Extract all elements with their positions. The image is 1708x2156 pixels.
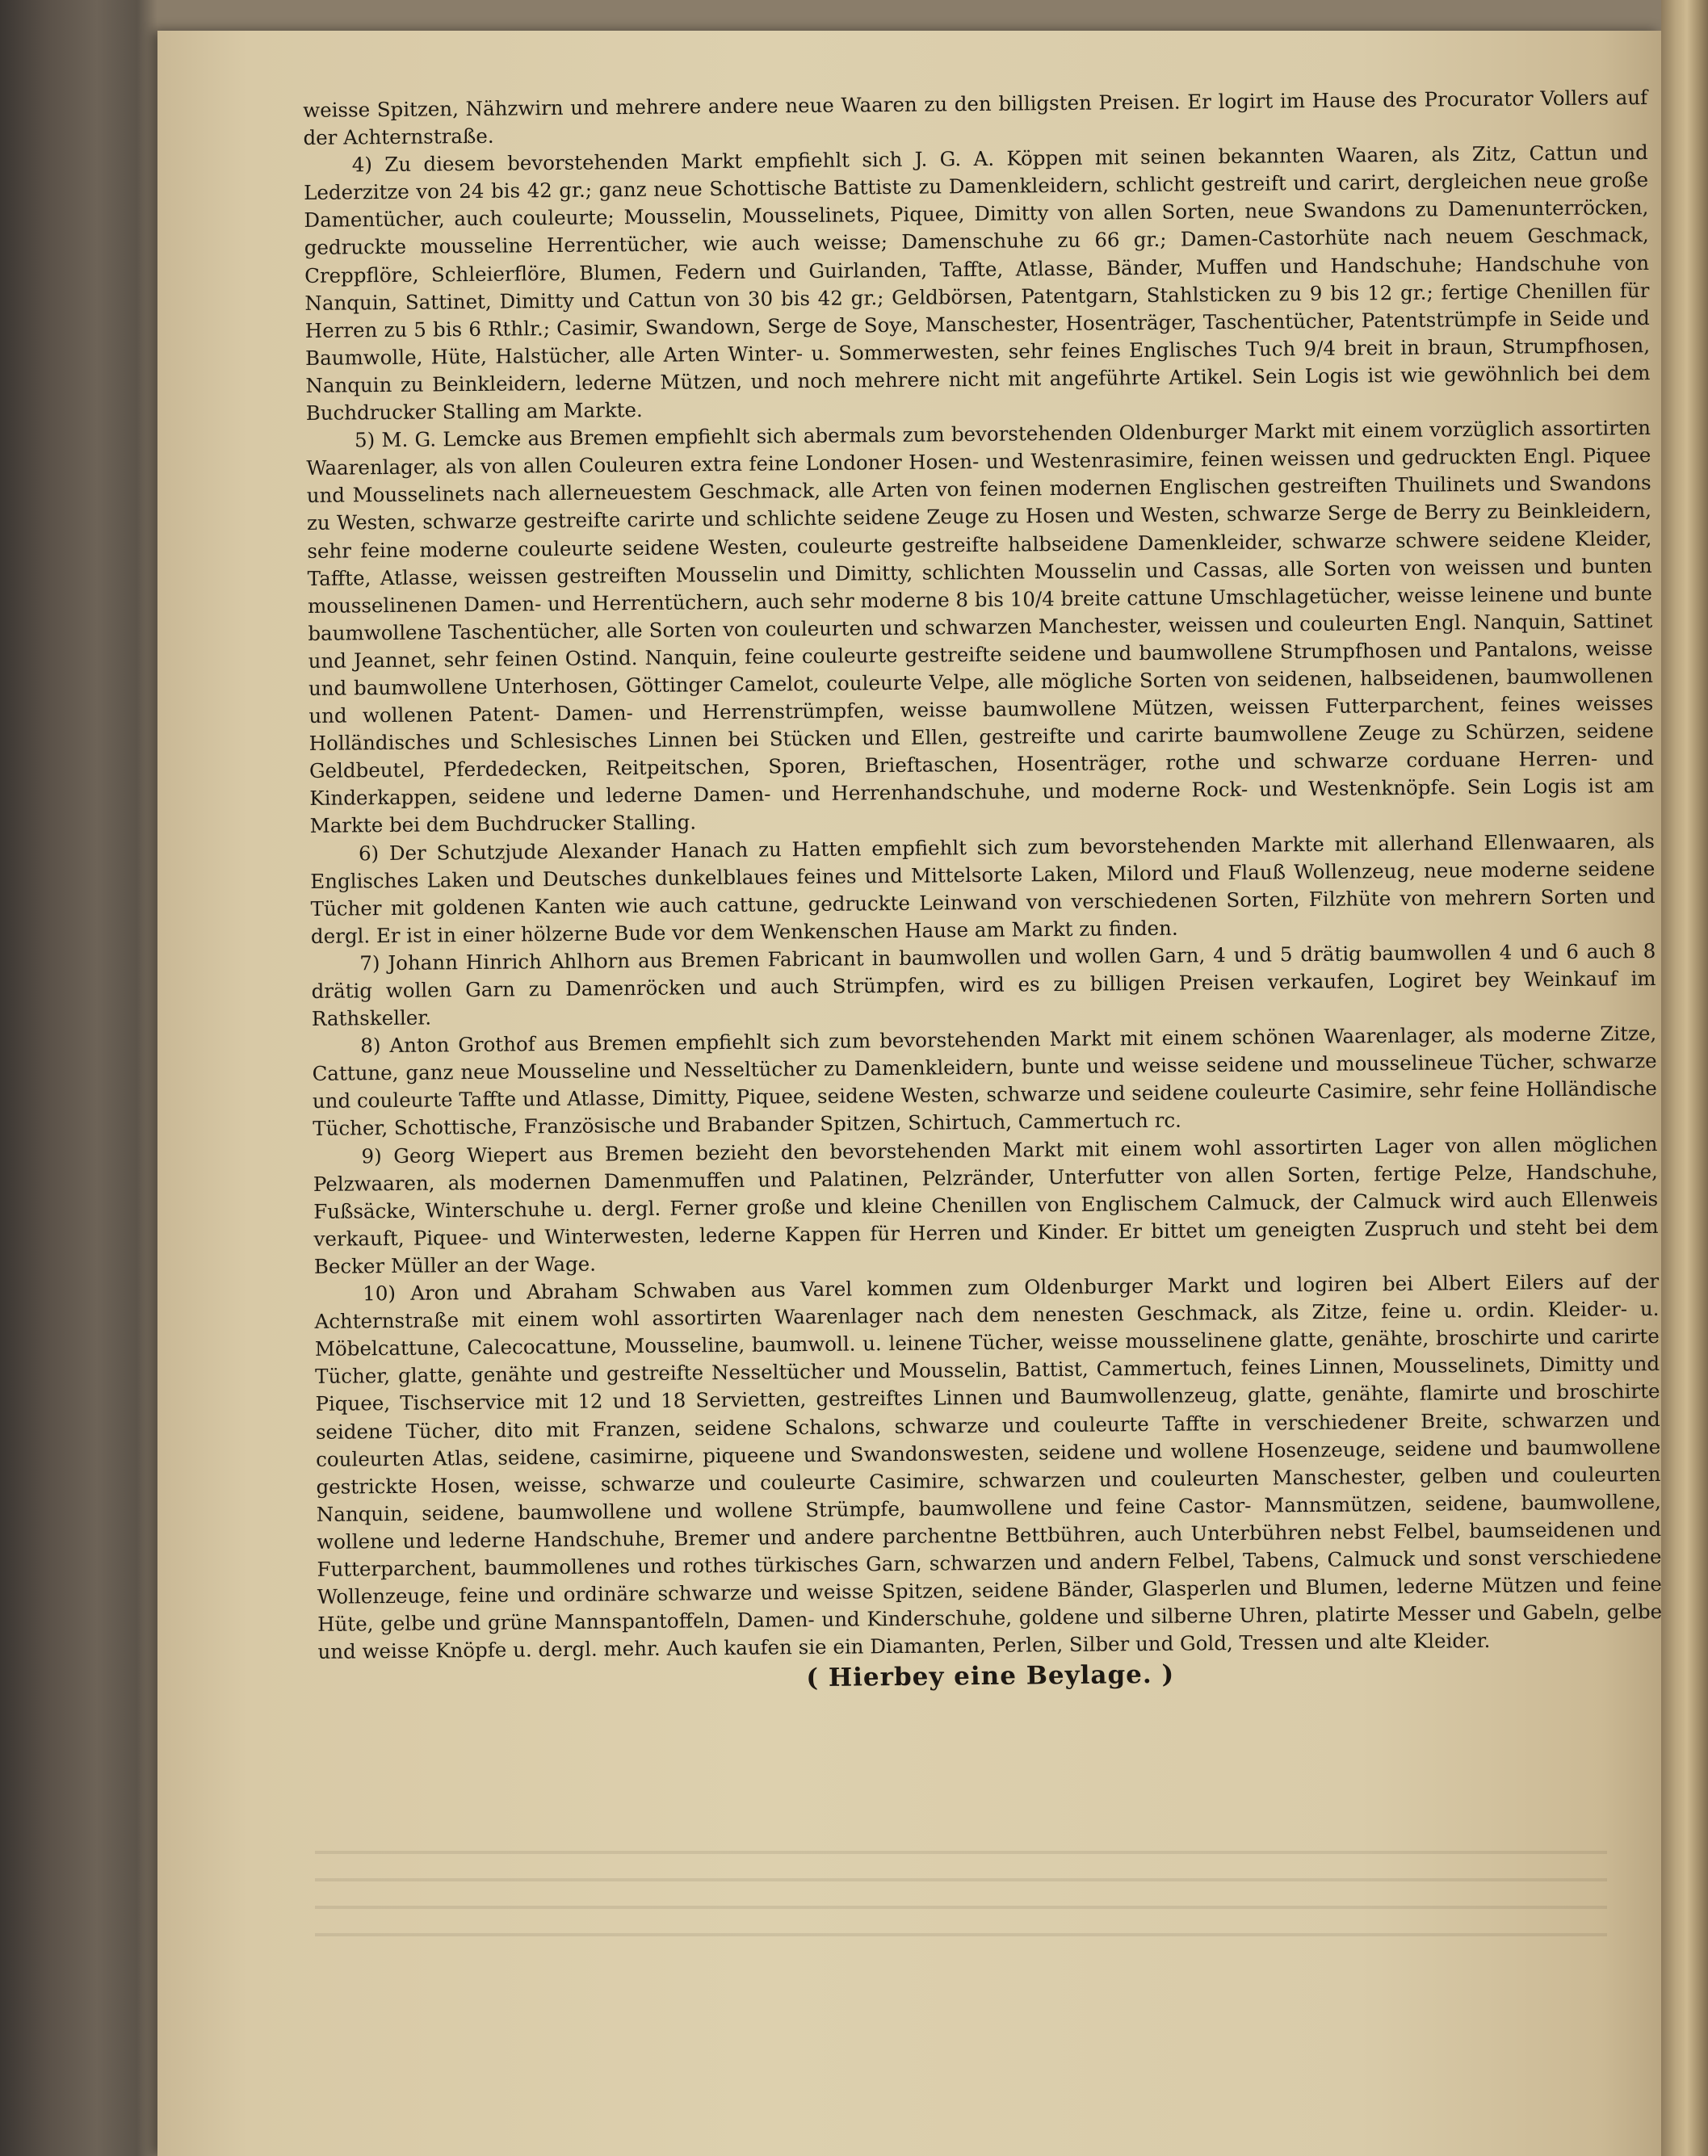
advertisement-text-block (303, 84, 1663, 1697)
advertisement-10: 10) Aron und Abraham Schwaben aus Varel kommen zum Oldenburger Markt und logiren bei Albert Eilers auf der Achternstraße mit einem wohl assortirten Waarenlager nach dem nenesten Geschmack, als Zitze, feine u. ordin. Kleider- u. Möbelcattune, Calecocattune, Mousseline, baumwoll. u. leinene Tücher, weisse mousselinene glatte, genähte, broschirte und carirte Tücher, glatte, genähte und gestreifte Nesseltücher und Mousselin, Battist, Cammertuch, feines Linnen, Mousselinets, Dimitty und Piquee, Tischservice mit 12 und 18 Servietten, gestreiftes Linnen und Baumwollenzeug, glatte, genähte, flamirte und broschirte seidene Tücher, dito mit Franzen, seidene Schalons, schwarze und couleurte Taffte in verschiedener Breite, schwarzen und couleurten Atlas, seidene, casimirne, piqueene und Swandonswesten, seidene und wollene Hosenzeuge, seidene und baumwollene gestrickte Hosen, weisse, schwarze und couleurte Casimire, schwarzen und couleurten Manschester, gelben und couleurten Nanquin, seidene, baumwollene und wollene Strümpfe, baumwollene und feine Castor- Mannsmützen, seidene, baumwollene, wollene und lederne Handschuhe, Bremer und andere parchentne Bettbühren, auch Unterbühren nebst Felbel, baumseidenen und Futterparchent, baummollenes und rothes türkisches Garn, schwarzen und andern Felbel, Tabens, Calmuck und sonst verschiedene Wollenzeuge, feine und ordinäre schwarze und weisse Spitzen, seidene Bänder, Glasperlen und Blumen, lederne Mützen und feine Hüte, gelbe und grüne Mannspantoffeln, Damen- und Kinderschuhe, goldene und silberne Uhren, platirte Messer und Gabeln, gelbe und weisse Knöpfe u. dergl. mehr. Auch kaufen sie ein Diamanten, Perlen, Silber und Gold, Tressen und alte Kleider. (314, 1269, 1663, 1664)
advertisement-5: 5) M. G. Lemcke aus Bremen empfiehlt sich abermals zum bevorstehenden Oldenburger Markt mit einem vorzüglich assortirten Waarenlager, als von allen Couleuren extra feine Londoner Hosen- und Westenrasimire, feinen weissen und gedruckten Engl. Piquee und Mousselinets nach allerneuestem Geschmack, alle Arten von feinen modernen Englischen gestreiften Thuilinets und Swandons zu Westen, schwarze gestreifte carirte und schlichte seidene Zeuge zu Hosen und Westen, schwarze Serge de Berry zu Beinkleidern, sehr feine moderne couleurte seidene Westen, couleurte gestreifte halbseidene Damenkleider, schwarze schwere seidene Kleider, Taffte, Atlasse, weissen gestreiften Mousselin und Dimitty, schlichten Mousselin und Cassas, alle Sorten von weissen und bunten mousselinenen Damen- und Herrentüchern, auch sehr moderne 8 bis 10/4 breite cattune Umschlagetücher, weisse leinene und bunte baumwollene Taschentücher, alle Sorten von couleurten und schwarzen Manchester, weissen und couleurten Engl. Nanquin, Sattinet und Jeannet, sehr feinen Ostind. Nanquin, feine couleurte gestreifte seidene und baumwollene Strumpfhosen und Pantalons, weisse und baumwollene Unterhosen, Göttinger Camelot, couleurte Velpe, alle mögliche Sorten von seidenen, halbseidenen, baumwollenen und wollenen Patent- Damen- und Herrenstrümpfen, weisse baumwollene Mützen, weissen Futterparchent, feines weisses Holländisches und Schlesisches Linnen bei Stücken und Ellen, gestreifte und carirte baumwollene Zeuge zu Schürzen, seidene Geldbeutel, Pferdedecken, Reitpeitschen, Sporen, Brieftaschen, Hosenträger, rothe und schwarze corduane Herren- und Kinderkappen, seidene und lederne Damen- und Herrenhandschuhe, und moderne Rock- und Westenknöpfe. Sein Logis ist am Markte bei dem Buchdrucker Stalling. (306, 416, 1655, 838)
paragraph-continuation: weisse Spitzen, Nähzwirn und mehrere andere neue Waaren zu den billigsten Preisen. Er logirt im Hause des Procurator Vollers auf der Achternstraße. (303, 86, 1648, 150)
advertisement-4: 4) Zu diesem bevorstehenden Markt empfiehlt sich J. G. A. Köppen mit seinen bekannten Waaren, als Zitz, Cattun und Lederzitze von 24 bis 42 gr.; ganz neue Schottische Battiste zu Damenkleidern, schlicht gestreift und carirt, dergleichen neue große Damentücher, auch couleurte; Mousselin, Mousselinets, Piquee, Dimitty von allen Sorten, neue Swandons zu Damenunterröcken, gedruckte mousseline Herrentücher, wie auch weisse; Damenschuhe zu 66 gr.; Damen-Castorhüte nach neuem Geschmack, Creppflöre, Schleierflöre, Blumen, Federn und Guirlanden, Taffte, Atlasse, Bänder, Muffen und Handschuhe; Handschuhe von Nanquin, Sattinet, Dimitty und Cattun von 30 bis 42 gr.; Geldbörsen, Patentgarn, Stahlsticken zu 9 bis 12 gr.; fertige Chenillen für Herren zu 5 bis 6 Rthlr.; Casimir, Swandown, Serge de Soye, Manschester, Hosenträger, Taschentücher, Patentstrümpfe in Seide und Baumwolle, Hüte, Halstücher, alle Arten Winter- u. Sommerwesten, sehr feines Englisches Tuch 9/4 breit in braun, Strumpfhosen, Nanquin zu Beinkleidern, lederne Mützen, und noch mehrere nicht mit angeführte Artikel. Sein Logis ist wie gewöhnlich bei dem Buchdrucker Stalling am Markte. (304, 141, 1651, 426)
show-through-text (315, 1849, 1607, 1946)
advertisement-7: 7) Johann Hinrich Ahlhorn aus Bremen Fabricant in baumwollen und wollen Garn, 4 und 5 drätig baumwollen 4 und 6 auch 8 drätig wollen Garn zu Damenröcken und auch Strümpfen, wird es zu billigen Preisen verkaufen, Logiret bey Weinkauf im Rathskeller. (311, 938, 1656, 1031)
book-spine (1661, 0, 1708, 2156)
advertisement-6: 6) Der Schutzjude Alexander Hanach zu Hatten empfiehlt sich zum bevorstehenden Markte mit allerhand Ellenwaaren, als Englisches Laken und Deutsches dunkelblaues feines und Mittelsorte Laken, Milord und Flauß Wollenzeug, neue moderne seidene Tücher mit goldenen Kanten wie auch cattune, gedruckte Leinwand von verschiedenen Sorten, Filzhüte von mehrern Sorten und dergl. Er ist in einer hölzerne Bude vor dem Wenkenschen Hause am Markt zu finden. (310, 828, 1656, 948)
advertisement-8: 8) Anton Grothof aus Bremen empfiehlt sich zum bevorstehenden Markt mit einem schönen Waarenlager, als moderne Zitze, Cattune, ganz neue Mousseline und Nesseltücher zu Damenkleidern, bunte und weisse seidene und mousselineue Tücher, schwarze und couleurte Taffte und Atlasse, Dimitty, Piquee, seidene Westen, schwarze und seidene couleurte Casimire, sehr feine Holländische Tücher, Schottische, Französische und Brabander Spitzen, Schirtuch, Cammertuch rc. (312, 1021, 1658, 1141)
supplement-note: ( Hierbey eine Beylage. ) (806, 1660, 1175, 1693)
advertisement-9: 9) Georg Wiepert aus Bremen bezieht den bevorstehenden Markt mit einem wohl assortirten Lager von allen möglichen Pelzwaaren, als modernen Damenmuffen und Palatinen, Pelzränder, Unterfutter von allen Sorten, fertige Pelze, Handschuhe, Fußsäcke, Winterschuhe u. dergl. Ferner große und kleine Chenillen von Englischem Calmuck, der Calmuck wird auch Ellenweis verkauft, Piquee- und Winterwesten, lederne Kappen für Herren und Kinder. Er bittet um geneigten Zuspruch und steht bei dem Becker Müller an der Wage. (313, 1131, 1659, 1278)
